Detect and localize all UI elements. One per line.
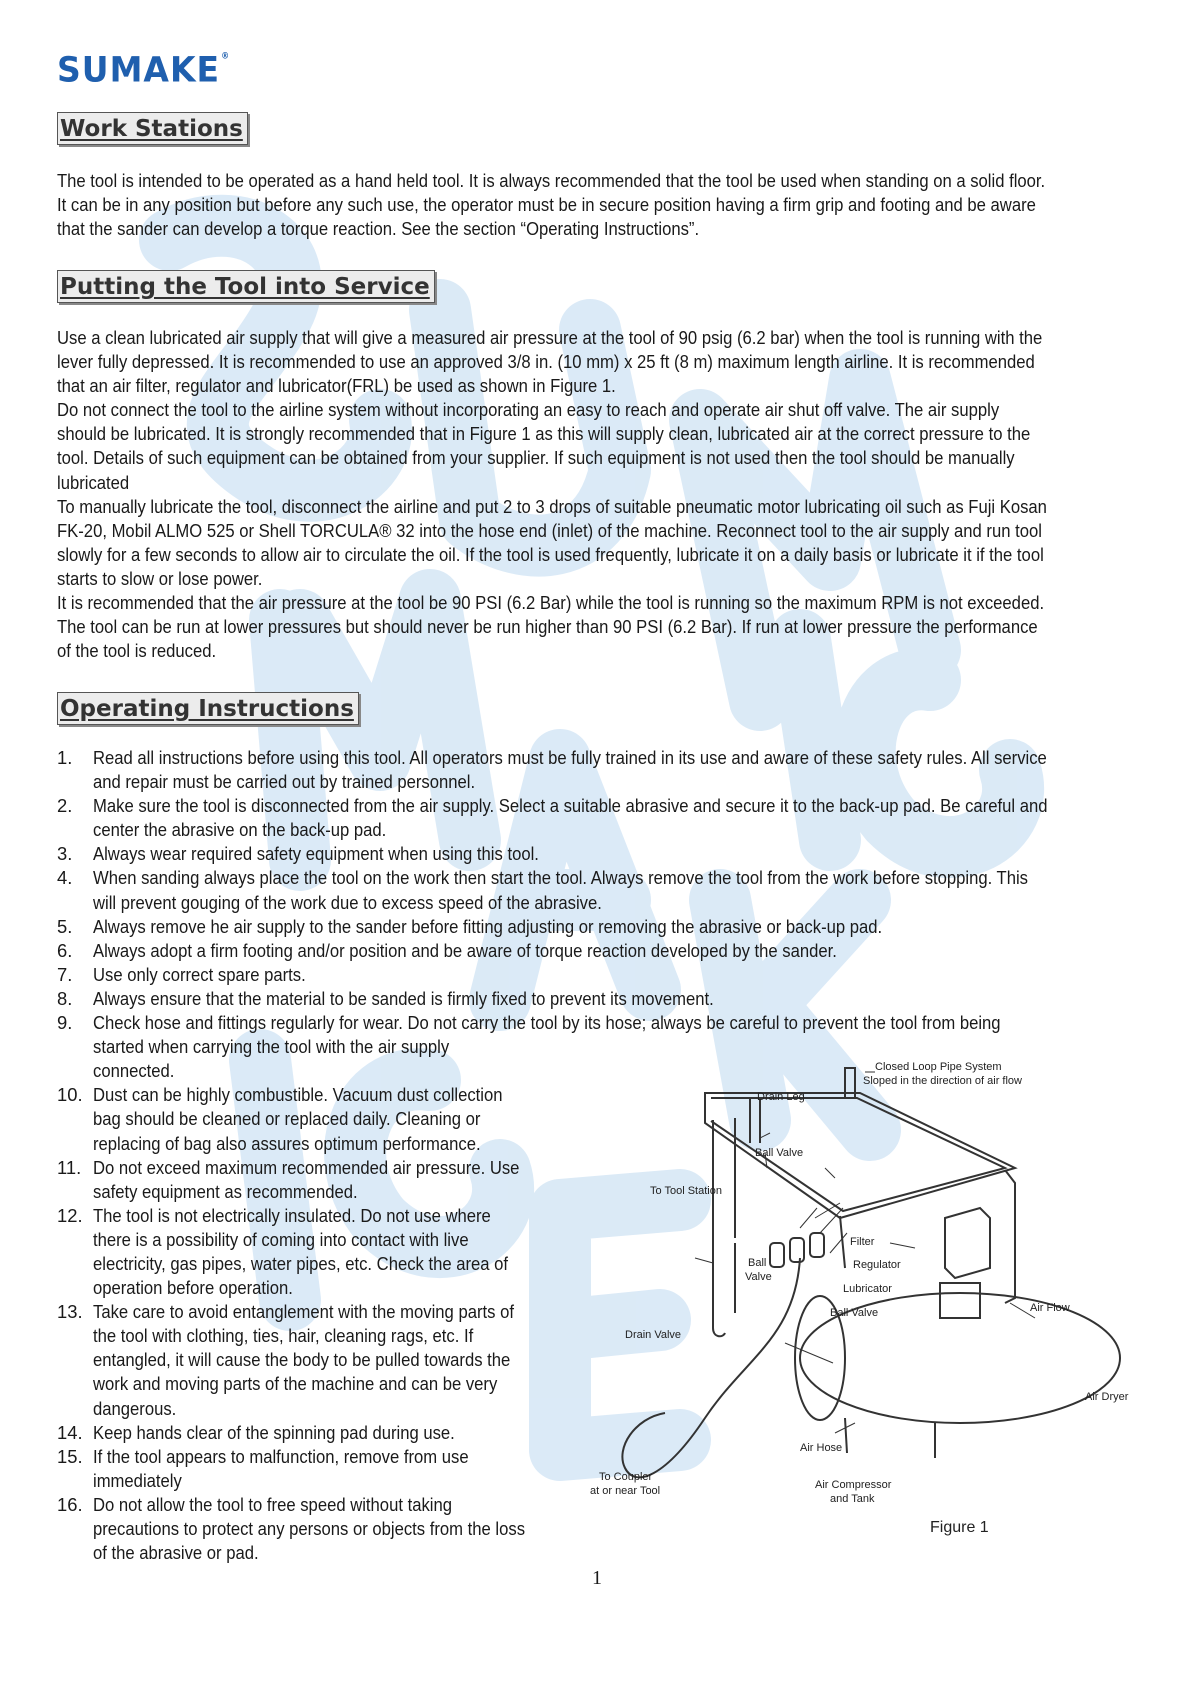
list-item-text: operation before operation. — [93, 1277, 293, 1299]
list-item-number: 10. — [57, 1084, 83, 1106]
frl-unit-2 — [790, 1238, 804, 1262]
list-item-text: When sanding always place the tool on the work then start the tool. Always remove the tool from the work before stopping. This — [93, 867, 1029, 889]
list-item-text: safety equipment as recommended. — [93, 1180, 358, 1202]
list-item-number: 14. — [57, 1421, 83, 1443]
list-item-text: Always ensure that the material to be sanded is firmly fixed to prevent its movement. — [93, 987, 714, 1009]
list-item-text: center the abrasive on the back-up pad. — [93, 819, 387, 841]
label-air-dryer: Air Dryer — [1085, 1391, 1129, 1403]
figure-1-air-system-diagram — [585, 1058, 1145, 1543]
label-compressor-2: and Tank — [830, 1493, 875, 1505]
air-hose — [622, 1258, 800, 1477]
section-heading-work-stations: Work Stations — [57, 112, 248, 145]
leader-lines — [695, 1072, 1035, 1433]
text-line: It can be in any position but before any such use, the operator must be in secure position having a firm grip and footing and be aware — [57, 194, 1036, 216]
text-line: The tool can be run at lower pressures but should never be run higher than 90 PSI (6.2 Bar). If run at lower pressure the performance — [57, 616, 1038, 638]
text-line: of the tool is reduced. — [57, 640, 217, 662]
list-item-number: 2. — [57, 795, 73, 817]
list-item-number: 4. — [57, 867, 73, 889]
list-item-number: 9. — [57, 1012, 73, 1034]
list-item — [57, 987, 1148, 1011]
list-item — [57, 939, 1148, 963]
label-regulator: Regulator — [853, 1259, 901, 1271]
supply-drop — [840, 1216, 845, 1268]
frl-unit-1 — [770, 1243, 784, 1267]
text-line: lever fully depressed. It is recommended to use an approved 3/8 in. (10 mm) x 25 ft (8 m) maximum length airline. It is recommended — [57, 351, 1035, 373]
list-item-text: Do not allow the tool to free speed without taking — [93, 1493, 452, 1515]
list-item-number: 15. — [57, 1445, 83, 1467]
brand-name: SUMAKE — [57, 49, 221, 90]
text-line: The tool is intended to be operated as a hand held tool. It is always recommended that the tool be used when standing on a solid floor. — [57, 170, 1046, 191]
page-number: 1 — [592, 1567, 602, 1589]
label-to-tool-station: To Tool Station — [650, 1185, 722, 1197]
list-item-number: 8. — [57, 987, 73, 1009]
list-item-text: the tool with clothing, ties, hair, cleaning rags, etc. If — [93, 1325, 474, 1347]
list-item-text: connected. — [93, 1060, 175, 1082]
list-item-text: immediately — [93, 1469, 182, 1491]
label-ball-valve-right: Ball Valve — [830, 1307, 879, 1319]
list-item-text: entangled, it will cause the body to be pulled towards the — [93, 1349, 511, 1371]
list-item-number: 1. — [57, 747, 73, 768]
label-ball-valve-top: Ball Valve — [755, 1147, 804, 1159]
list-item-text: and repair must be carried out by trained personnel. — [93, 771, 476, 793]
list-item — [57, 842, 1148, 866]
tank-legs — [845, 1418, 935, 1458]
air-dryer — [945, 1208, 990, 1278]
drop-pipe-left — [713, 1120, 725, 1336]
putting-into-service-text — [57, 326, 1047, 663]
label-to-coupler-2: at or near Tool — [590, 1485, 661, 1497]
list-item-text: there is a possibility of coming into contact with live — [93, 1228, 469, 1250]
figure-caption: Figure 1 — [930, 1519, 989, 1536]
frl-unit-3 — [810, 1233, 824, 1257]
list-item-text: Always remove he air supply to the sander before fitting adjusting or removing the abrasive or back-up pad. — [93, 915, 883, 937]
pipe-loop-outer — [705, 1093, 1015, 1218]
text-line: that an air filter, regulator and lubricator(FRL) be used as shown in Figure 1. — [57, 375, 616, 397]
label-valve: Valve — [745, 1271, 772, 1283]
list-item — [57, 866, 1148, 914]
list-item — [57, 746, 1148, 794]
list-item-text: of the abrasive or pad. — [93, 1542, 259, 1564]
pipe-to-dryer — [1005, 1170, 1015, 1303]
list-item-number: 13. — [57, 1301, 83, 1323]
list-item-text: started when carrying the tool with the air supply — [93, 1036, 450, 1058]
list-item-text: replacing of bag also assures optimum performance. — [93, 1132, 481, 1154]
text-line: It is recommended that the air pressure at the tool be 90 PSI (6.2 Bar) while the tool is running so the maximum RPM is not exceeded. — [57, 592, 1045, 614]
text-line: should be lubricated. It is strongly recommended that in Figure 1 as this will supply clean, lubricated air at the correct pressure to the — [57, 423, 1031, 445]
list-item-text: will prevent gouging of the work due to excess speed of the abrasive. — [93, 891, 602, 913]
compressor-motor — [940, 1283, 980, 1318]
list-item-text: If the tool appears to malfunction, remove from use — [93, 1445, 469, 1467]
list-item-text: Use only correct spare parts. — [93, 963, 306, 985]
text-line: starts to slow or lose power. — [57, 567, 263, 589]
list-item-text: bag should be cleaned or replaced daily. Cleaning or — [93, 1108, 481, 1130]
label-air-flow: Air Flow — [1030, 1302, 1070, 1314]
list-item-number: 5. — [57, 915, 73, 937]
list-item — [57, 794, 1148, 842]
text-line: slowly for a few seconds to allow air to circulate the oil. If the tool is used frequently, lubricate it on a daily basis or lubricate it if the tool — [57, 543, 1044, 565]
list-item-number: 11. — [57, 1156, 82, 1178]
list-item-text: Always wear required safety equipment when using this tool. — [93, 843, 539, 865]
label-drain-leg: Drain Leg — [757, 1091, 805, 1103]
label-filter: Filter — [850, 1236, 875, 1248]
label-drain-valve: Drain Valve — [625, 1329, 682, 1341]
text-line: tool. Details of such equipment can be obtained from your supplier. If such equipment is not used then the tool should be manually — [57, 447, 1015, 469]
text-line: Use a clean lubricated air supply that will give a measured air pressure at the tool of 90 psig (6.2 bar) when the tool is running with the — [57, 327, 1043, 348]
list-item-text: Always adopt a firm footing and/or position and be aware of torque reaction developed by the sander. — [93, 939, 837, 961]
label-compressor-1: Air Compressor — [815, 1479, 892, 1491]
list-item-text: Keep hands clear of the spinning pad during use. — [93, 1421, 455, 1443]
section-heading-putting-into-service: Putting the Tool into Service — [57, 270, 435, 303]
label-to-coupler-1: To Coupler — [599, 1471, 653, 1483]
list-item-text: Take care to avoid entanglement with the moving parts of — [93, 1301, 514, 1323]
label-closed-loop-2: Sloped in the direction of air flow — [863, 1075, 1022, 1087]
list-item-number: 7. — [57, 963, 73, 985]
list-item-text: Check hose and fittings regularly for wear. Do not carry the tool by its hose; always be careful to prevent the tool from being — [93, 1012, 1001, 1034]
list-item-number: 3. — [57, 843, 73, 865]
list-item-text: Make sure the tool is disconnected from the air supply. Select a suitable abrasive and secure it to the back-up pad. Be careful and — [93, 795, 1048, 817]
label-closed-loop-1: Closed Loop Pipe System — [875, 1061, 1002, 1073]
list-item-text: precautions to protect any persons or objects from the loss — [93, 1518, 526, 1539]
list-item-text: Read all instructions before using this tool. All operators must be fully trained in its use and aware of these safety rules. All service — [93, 747, 1047, 768]
list-item-number: 12. — [57, 1204, 83, 1226]
label-lubricator: Lubricator — [843, 1283, 892, 1295]
label-ball: Ball — [748, 1257, 767, 1269]
list-item — [57, 915, 1148, 939]
text-line: that the sander can develop a torque reaction. See the section “Operating Instructions”. — [57, 218, 700, 240]
list-item-text: Dust can be highly combustible. Vacuum dust collection — [93, 1084, 503, 1106]
section-heading-operating-instructions: Operating Instructions — [57, 692, 359, 725]
brand-logo — [57, 49, 230, 90]
list-item-text: The tool is not electrically insulated. Do not use where — [93, 1204, 491, 1226]
text-line: FK-20, Mobil ALMO 525 or Shell TORCULA® 32 into the hose end (inlet) of the machine. Reconnect tool to the air supply and run tool — [57, 519, 1042, 541]
list-item-number: 16. — [57, 1493, 83, 1515]
drain-leg-pipe — [750, 1098, 760, 1143]
list-item-text: electricity, gas pipes, water pipes, etc. Check the area of — [93, 1252, 509, 1274]
list-item-text: work and moving parts of the machine and can be very — [93, 1373, 498, 1395]
label-air-hose: Air Hose — [800, 1442, 843, 1454]
list-item-text: dangerous. — [93, 1397, 177, 1419]
text-line: To manually lubricate the tool, disconnect the airline and put 2 to 3 drops of suitable pneumatic motor lubricating oil such as Fuji Kosan — [57, 495, 1047, 517]
registered-mark: ® — [221, 51, 231, 61]
list-item-text: Do not exceed maximum recommended air pressure. Use — [93, 1156, 520, 1178]
text-line: Do not connect the tool to the airline system without incorporating an easy to reach and operate air shut off valve. The air supply — [57, 399, 1000, 421]
text-line: lubricated — [57, 471, 130, 493]
list-item — [57, 963, 1148, 987]
work-stations-text — [57, 169, 1046, 241]
list-item-number: 6. — [57, 939, 73, 961]
